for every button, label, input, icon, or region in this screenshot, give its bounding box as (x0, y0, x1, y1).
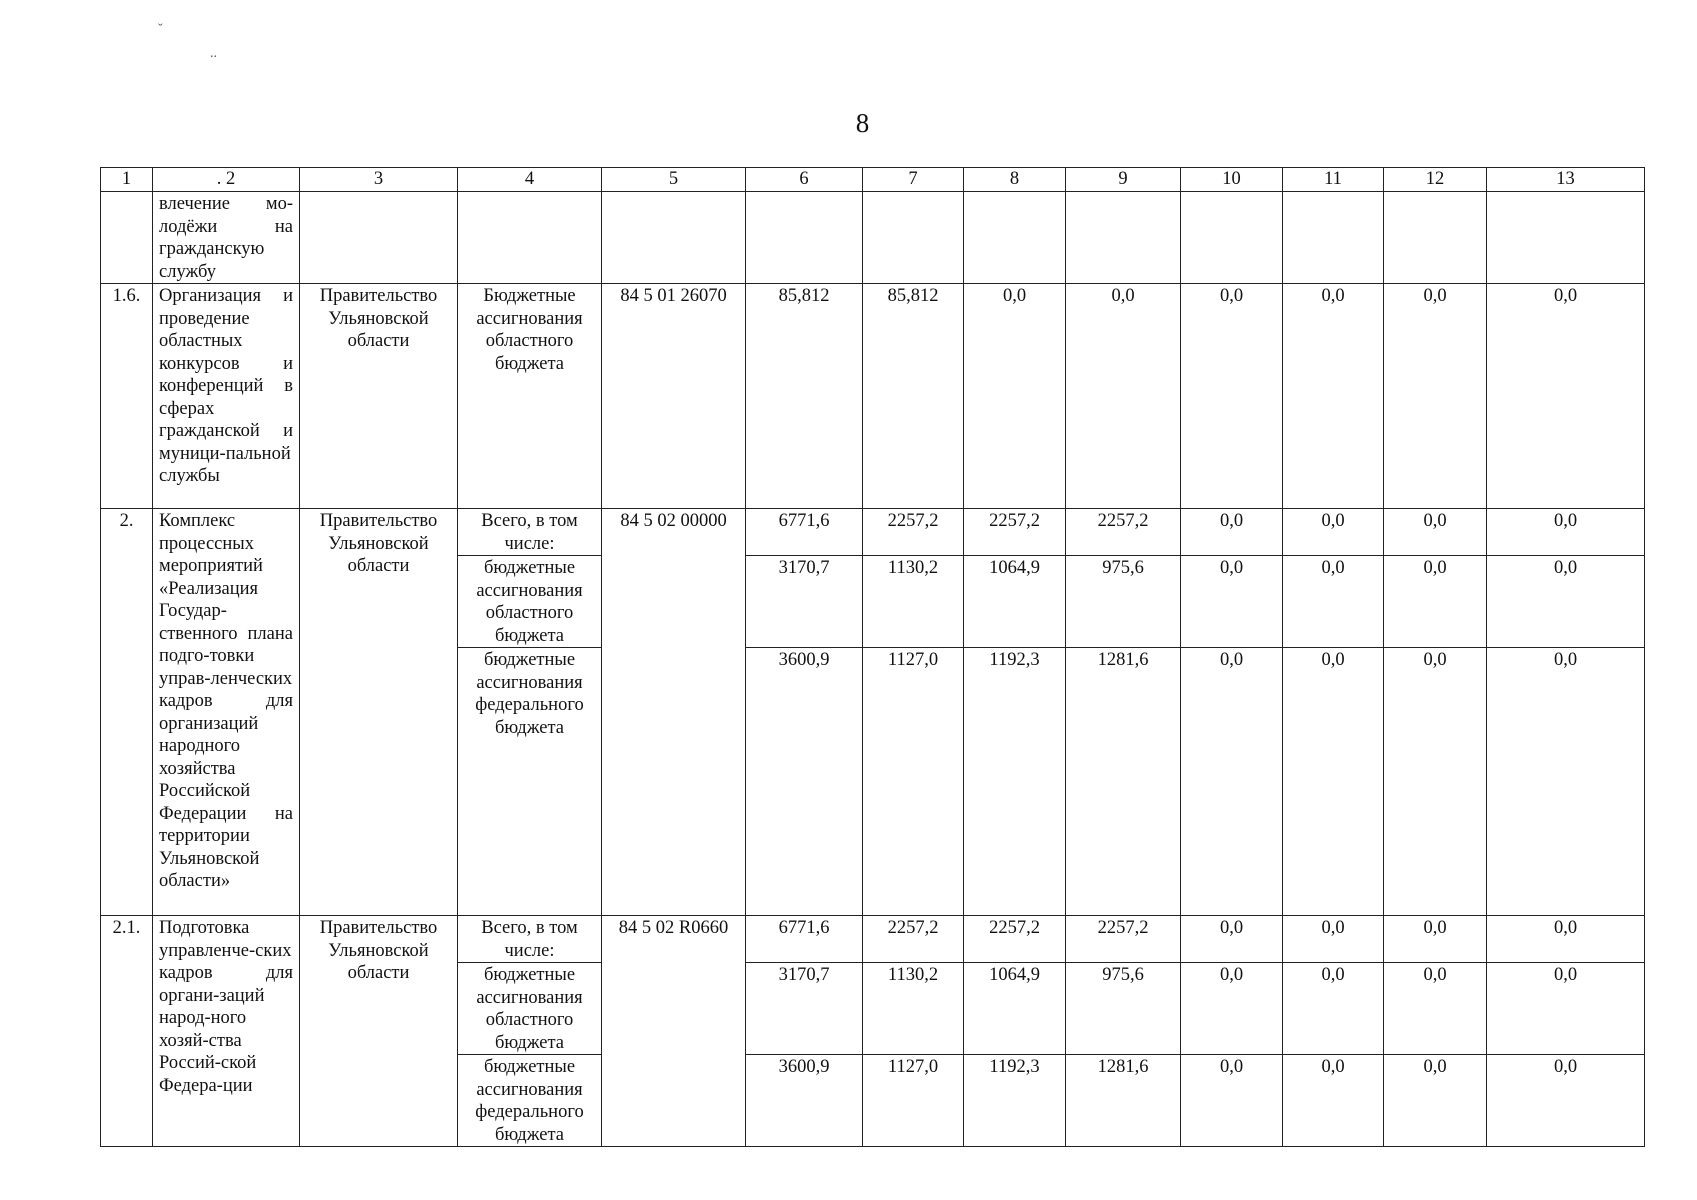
empty-cell (746, 192, 863, 284)
value-cell: 0,0 (1066, 284, 1181, 509)
value-cell: 3170,7 (746, 556, 863, 648)
empty-cell (1181, 192, 1283, 284)
value-cell: 0,0 (1384, 648, 1487, 916)
value-cell: 0,0 (1283, 916, 1384, 963)
value-cell: 0,0 (1384, 284, 1487, 509)
funding-source-cell: бюджетные ассигнования областного бюджета (458, 963, 602, 1055)
value-cell: 0,0 (1487, 509, 1645, 556)
value-cell: 3170,7 (746, 963, 863, 1055)
column-header: . 2 (153, 168, 300, 192)
value-cell: 1281,6 (1066, 648, 1181, 916)
value-cell: 3600,9 (746, 648, 863, 916)
value-cell: 0,0 (1487, 284, 1645, 509)
row-number-cell (101, 192, 153, 284)
value-cell: 0,0 (1283, 509, 1384, 556)
column-header: 3 (300, 168, 458, 192)
value-cell: 6771,6 (746, 916, 863, 963)
row-number-cell: 2. (101, 509, 153, 916)
column-header: 13 (1487, 168, 1645, 192)
value-cell: 0,0 (1181, 284, 1283, 509)
value-cell: 1281,6 (1066, 1055, 1181, 1147)
value-cell: 0,0 (1384, 556, 1487, 648)
value-cell: 0,0 (1384, 1055, 1487, 1147)
responsible-org-cell: Правительство Ульяновской области (300, 509, 458, 916)
value-cell: 0,0 (964, 284, 1066, 509)
column-header: 1 (101, 168, 153, 192)
value-cell: 1064,9 (964, 556, 1066, 648)
value-cell: 1064,9 (964, 963, 1066, 1055)
empty-cell (1066, 192, 1181, 284)
value-cell: 2257,2 (863, 916, 964, 963)
row-number-cell: 1.6. (101, 284, 153, 509)
column-header: 10 (1181, 168, 1283, 192)
value-cell: 6771,6 (746, 509, 863, 556)
column-header: 4 (458, 168, 602, 192)
empty-cell (964, 192, 1066, 284)
value-cell: 975,6 (1066, 556, 1181, 648)
value-cell: 2257,2 (964, 916, 1066, 963)
budget-table (100, 167, 1645, 1147)
scan-speck: ˇ (158, 22, 163, 37)
empty-cell (300, 192, 458, 284)
value-cell: 0,0 (1487, 556, 1645, 648)
value-cell: 0,0 (1283, 1055, 1384, 1147)
value-cell: 0,0 (1487, 1055, 1645, 1147)
value-cell: 3600,9 (746, 1055, 863, 1147)
budget-code-cell: 84 5 02 R0660 (602, 916, 746, 1147)
column-header: 6 (746, 168, 863, 192)
value-cell: 0,0 (1283, 648, 1384, 916)
value-cell: 1130,2 (863, 556, 964, 648)
funding-source-cell: бюджетные ассигнования федерального бюджета (458, 1055, 602, 1147)
value-cell: 85,812 (746, 284, 863, 509)
value-cell: 1127,0 (863, 1055, 964, 1147)
funding-source-cell: Всего, в том числе: (458, 509, 602, 556)
value-cell: 0,0 (1487, 916, 1645, 963)
value-cell: 1130,2 (863, 963, 964, 1055)
column-header: 12 (1384, 168, 1487, 192)
table-row (101, 284, 1645, 509)
empty-cell (602, 192, 746, 284)
value-cell: 1127,0 (863, 648, 964, 916)
value-cell: 0,0 (1487, 648, 1645, 916)
empty-cell (863, 192, 964, 284)
column-header: 8 (964, 168, 1066, 192)
scan-speck: .. (210, 46, 217, 61)
value-cell: 975,6 (1066, 963, 1181, 1055)
value-cell: 0,0 (1181, 509, 1283, 556)
budget-code-cell: 84 5 02 00000 (602, 509, 746, 916)
value-cell: 0,0 (1181, 963, 1283, 1055)
value-cell: 2257,2 (964, 509, 1066, 556)
column-header: 7 (863, 168, 964, 192)
funding-source-cell: Бюджетные ассигнования областного бюджета (458, 284, 602, 509)
empty-cell (1283, 192, 1384, 284)
value-cell: 85,812 (863, 284, 964, 509)
value-cell: 1192,3 (964, 648, 1066, 916)
row-number-cell: 2.1. (101, 916, 153, 1147)
funding-source-cell: бюджетные ассигнования областного бюджета (458, 556, 602, 648)
responsible-org-cell: Правительство Ульяновской области (300, 916, 458, 1147)
value-cell: 0,0 (1283, 284, 1384, 509)
funding-source-cell: бюджетные ассигнования федерального бюджета (458, 648, 602, 916)
value-cell: 2257,2 (1066, 916, 1181, 963)
measure-name-cell: Организация и проведение областных конкурсов и конференций в сферах гражданской и муници-пальной службы (153, 284, 300, 509)
funding-source-cell: Всего, в том числе: (458, 916, 602, 963)
measure-name-cell: влечение мо-лодёжи на гражданскую службу (153, 192, 300, 284)
value-cell: 2257,2 (1066, 509, 1181, 556)
column-header: 5 (602, 168, 746, 192)
value-cell: 1192,3 (964, 1055, 1066, 1147)
table-row-continuation (101, 192, 1645, 284)
empty-cell (1384, 192, 1487, 284)
table-row (101, 509, 1645, 556)
column-header: 11 (1283, 168, 1384, 192)
measure-name-cell: Комплекс процессных мероприятий «Реализация Государ-ственного плана подго-товки управ-ленческих кадров для организаций народного хозяйства Российской Федерации на территории Ульяновской области» (153, 509, 300, 916)
empty-cell (1487, 192, 1645, 284)
value-cell: 0,0 (1487, 963, 1645, 1055)
column-number-row (101, 168, 1645, 192)
value-cell: 0,0 (1181, 916, 1283, 963)
measure-name-cell: Подготовка управленче-ских кадров для органи-заций народ-ного хозяй-ства Россий-ской Федера-ции (153, 916, 300, 1147)
budget-code-cell: 84 5 01 26070 (602, 284, 746, 509)
table-row (101, 916, 1645, 963)
value-cell: 0,0 (1181, 648, 1283, 916)
value-cell: 0,0 (1384, 509, 1487, 556)
responsible-org-cell: Правительство Ульяновской области (300, 284, 458, 509)
value-cell: 2257,2 (863, 509, 964, 556)
value-cell: 0,0 (1181, 1055, 1283, 1147)
value-cell: 0,0 (1283, 556, 1384, 648)
empty-cell (458, 192, 602, 284)
value-cell: 0,0 (1283, 963, 1384, 1055)
page-number: 8 (855, 108, 870, 138)
value-cell: 0,0 (1384, 963, 1487, 1055)
value-cell: 0,0 (1384, 916, 1487, 963)
column-header: 9 (1066, 168, 1181, 192)
value-cell: 0,0 (1181, 556, 1283, 648)
